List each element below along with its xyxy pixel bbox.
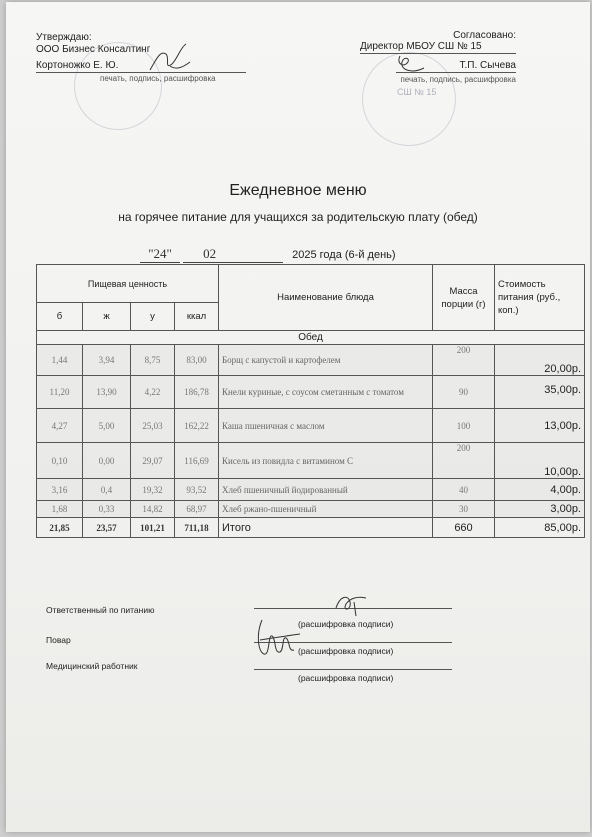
table-row (37, 345, 585, 376)
cell-mass: 200 (433, 345, 495, 376)
cell-price: 13,00р. (495, 409, 585, 443)
cell-zh: 5,00 (83, 409, 131, 443)
approve-org: ООО Бизнес Консалтинг (36, 44, 151, 55)
cell-name: Кнели куриные, с соусом сметанным с томатом (219, 376, 433, 409)
cell-name: Хлеб пшеничный йодированный (219, 479, 433, 501)
sig-line-medic (254, 669, 452, 670)
cell-price: 3,00р. (495, 501, 585, 518)
cell-kcal: 93,52 (175, 479, 219, 501)
document-subtitle: на горячее питание для учащихся за родительскую плату (обед) (118, 210, 478, 224)
cell-price: 35,00р. (495, 376, 585, 409)
cell-b: 1,44 (37, 345, 83, 376)
cell-kcal: 83,00 (175, 345, 219, 376)
cell-price: 10,00р. (495, 443, 585, 479)
cell-b: 1,68 (37, 501, 83, 518)
cell-mass: 40 (433, 479, 495, 501)
date-day: "24" (140, 246, 180, 263)
date-rest: 2025 года (6-й день) (292, 249, 396, 261)
agreed-caption: печать, подпись, расшифровка (400, 75, 516, 84)
table-row (37, 501, 585, 518)
table-header-row (37, 265, 585, 303)
approve-person: Кортоножко Е. Ю. (36, 60, 246, 73)
sig-caption-medic: (расшифровка подписи) (298, 673, 394, 683)
sig-label-responsible: Ответственный по питанию (46, 605, 155, 615)
cell-u: 29,07 (131, 443, 175, 479)
cell-name: Каша пшеничная с маслом (219, 409, 433, 443)
cell-kcal: 116,69 (175, 443, 219, 479)
cell-zh: 0,00 (83, 443, 131, 479)
agreed-signature (394, 50, 434, 80)
cell-u: 4,22 (131, 376, 175, 409)
date-month: 02 (183, 246, 283, 263)
cell-u: 25,03 (131, 409, 175, 443)
total-label: Итого (219, 518, 433, 538)
total-mass: 660 (433, 518, 495, 538)
cell-kcal: 68,97 (175, 501, 219, 518)
cell-name: Кисель из повидла с витамином С (219, 443, 433, 479)
date-line (140, 246, 396, 263)
document-title: Ежедневное меню (229, 182, 367, 199)
agreed-person: Т.П. Сычева (396, 60, 516, 73)
document-sheet (6, 2, 590, 832)
section-row (37, 331, 585, 345)
total-u: 101,21 (131, 518, 175, 538)
sig-label-cook: Повар (46, 635, 71, 645)
approve-caption: печать, подпись, расшифровка (100, 74, 216, 83)
cell-zh: 13,90 (83, 376, 131, 409)
cell-name: Хлеб ржано-пшеничный (219, 501, 433, 518)
cell-mass: 200 (433, 443, 495, 479)
head-nutrition: Пищевая ценность (37, 265, 219, 303)
cell-zh: 0,4 (83, 479, 131, 501)
cell-kcal: 162,22 (175, 409, 219, 443)
total-zh: 23,57 (83, 518, 131, 538)
table-row (37, 479, 585, 501)
cell-b: 11,20 (37, 376, 83, 409)
cell-u: 8,75 (131, 345, 175, 376)
total-price: 85,00р. (495, 518, 585, 538)
section-title: Обед (37, 331, 585, 345)
signature-responsible (332, 590, 372, 620)
head-name: Наименование блюда (219, 265, 433, 331)
cell-mass: 90 (433, 376, 495, 409)
cell-u: 19,32 (131, 479, 175, 501)
cell-zh: 3,94 (83, 345, 131, 376)
sig-caption-cook: (расшифровка подписи) (298, 646, 394, 656)
head-kcal: ккал (175, 303, 219, 331)
head-u: у (131, 303, 175, 331)
sig-label-medic: Медицинский работник (46, 661, 138, 671)
total-b: 21,85 (37, 518, 83, 538)
table-row (37, 376, 585, 409)
cell-name: Борщ с капустой и картофелем (219, 345, 433, 376)
cell-u: 14,82 (131, 501, 175, 518)
head-cost: Стоимость питания (руб., коп.) (495, 265, 585, 331)
stamp-right-text: СШ № 15 (397, 87, 437, 97)
signature-cook (252, 614, 304, 662)
cell-zh: 0,33 (83, 501, 131, 518)
cell-price: 20,00р. (495, 345, 585, 376)
approve-signature (146, 40, 194, 80)
agreed-position: Директор МБОУ СШ № 15 (360, 41, 516, 54)
cell-b: 3,16 (37, 479, 83, 501)
sig-caption-responsible: (расшифровка подписи) (298, 619, 394, 629)
cell-b: 0,10 (37, 443, 83, 479)
table-row (37, 443, 585, 479)
cell-kcal: 186,78 (175, 376, 219, 409)
menu-table (36, 264, 585, 538)
head-zh: ж (83, 303, 131, 331)
approval-block (36, 32, 246, 83)
agreed-label: Согласовано: (453, 30, 516, 41)
table-row (37, 409, 585, 443)
total-row (37, 518, 585, 538)
cell-price: 4,00р. (495, 479, 585, 501)
cell-mass: 30 (433, 501, 495, 518)
head-mass: Масса порции (г) (433, 265, 495, 331)
head-b: б (37, 303, 83, 331)
cell-mass: 100 (433, 409, 495, 443)
total-kcal: 711,18 (175, 518, 219, 538)
approve-label: Утверждаю: (36, 32, 92, 43)
agreement-block (356, 30, 516, 84)
cell-b: 4,27 (37, 409, 83, 443)
